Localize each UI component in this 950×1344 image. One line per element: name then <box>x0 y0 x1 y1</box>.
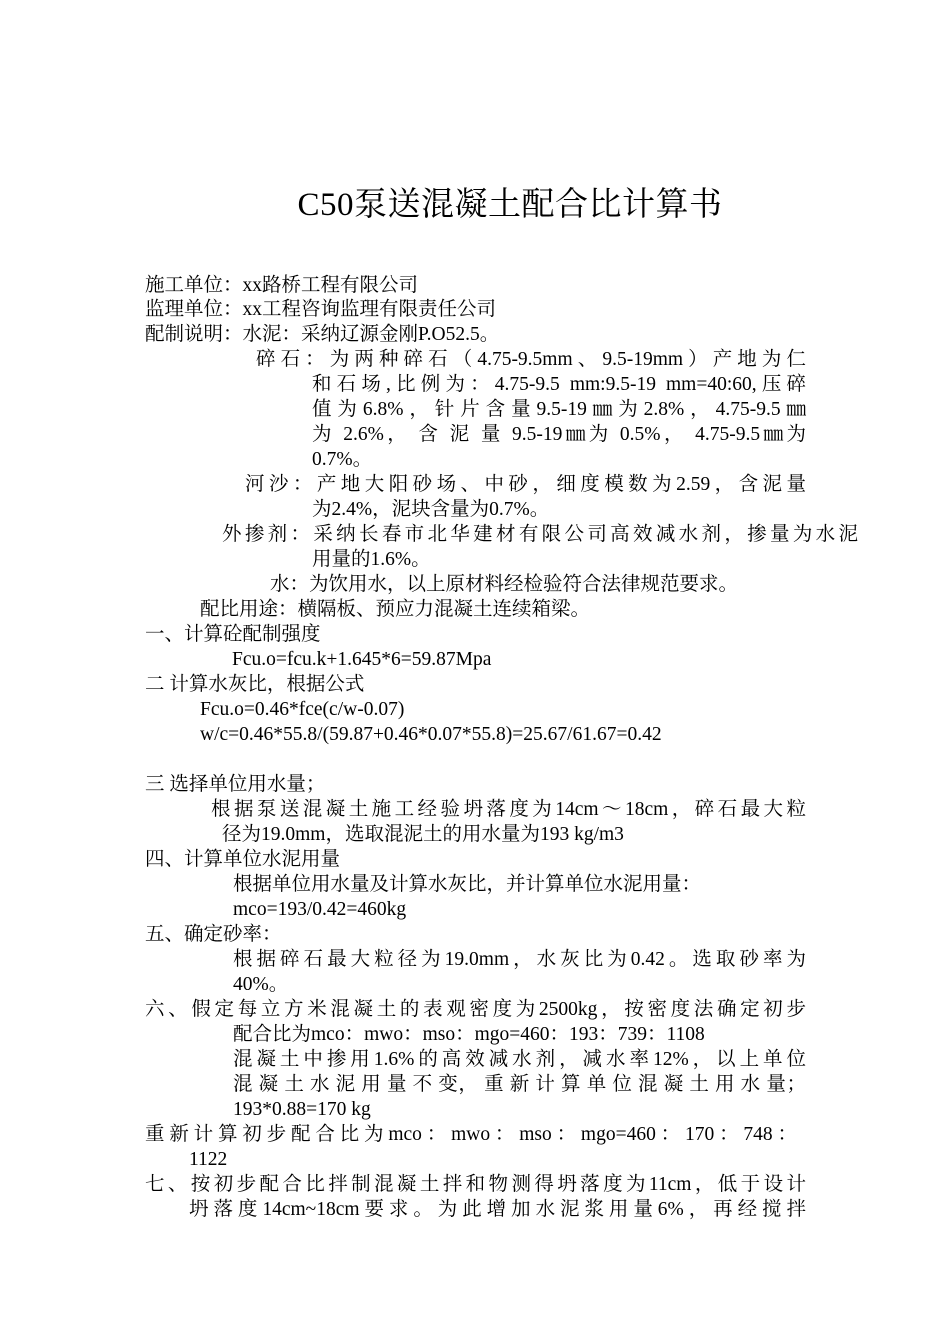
preparation-note-line: 配制说明：水泥：采纳辽源金刚P.O52.5。 <box>145 324 500 345</box>
construction-unit-line: 施工单位：xx路桥工程有限公司 <box>145 275 419 296</box>
gravel-line-2: 和石场,比例为：4.75-9.5 mm:9.5-19 mm=40:60,压碎 <box>312 374 806 395</box>
wc-formula: Fcu.o=0.46*fce(c/w-0.07) <box>200 699 405 720</box>
section-6-heading: 六、假定每立方米混凝土的表观密度为2500kg，按密度法确定初步 <box>145 999 806 1020</box>
section-5-heading: 五、确定砂率： <box>145 924 282 945</box>
admixture-reduction-line-2: 混 凝 土 水 泥 用 量 不 变， 重 新 计 算 单 位 混 凝 土 用 水 量； <box>233 1074 806 1095</box>
document-title: C50泵送混凝土配合比计算书 <box>297 187 723 223</box>
admixture-line-2: 用量的1.6%。 <box>312 549 431 570</box>
sand-ratio-line-1: 根据碎石最大粒径为19.0mm，水灰比为0.42。选取砂率为 <box>233 949 806 970</box>
supervision-unit-line: 监理单位：xx工程咨询监理有限责任公司 <box>145 299 497 320</box>
water-content-line-2: 径为19.0mm，选取混泥土的用水量为193 kg/m3 <box>222 824 624 845</box>
water-line: 水：为饮用水，以上原材料经检验符合法律规范要求。 <box>270 574 739 595</box>
sand-line-1: 河沙：产地大阳砂场、中砂，细度模数为2.59，含泥量 <box>245 474 806 495</box>
cement-content-line-1: 根据单位用水量及计算水灰比，并计算单位水泥用量： <box>233 874 702 895</box>
section-1-heading: 一、计算砼配制强度 <box>145 624 321 645</box>
section-7-line-2: 坍落度14cm~18cm要求。为此增加水泥浆用量6%，再经搅拌 <box>189 1199 806 1220</box>
gravel-line-1: 碎石：为两种碎石（4.75-9.5mm、9.5-19mm）产地为仁 <box>256 349 806 370</box>
gravel-line-4: 为 2.6%， 含 泥 量 9.5-19㎜为 0.5%， 4.75-9.5㎜为 <box>312 424 806 445</box>
recalc-ratio-line-2: 1122 <box>189 1149 228 1170</box>
admixture-line-1: 外掺剂：采纳长春市北华建材有限公司高效减水剂，掺量为水泥 <box>222 524 858 545</box>
recalc-ratio-line-1: 重新计算初步配合比为mco：mwo：mso：mgo=460：170：748： <box>145 1124 797 1145</box>
gravel-line-5: 0.7%。 <box>312 449 373 470</box>
initial-ratio-line: 配合比为mco：mwo：mso：mgo=460：193：739：1108 <box>233 1024 705 1045</box>
sand-ratio-line-2: 40%。 <box>233 974 289 995</box>
admixture-reduction-line-1: 混凝土中掺用1.6%的高效减水剂，减水率12%，以上单位 <box>233 1049 806 1070</box>
water-content-line-1: 根据泵送混凝土施工经验坍落度为14cm～18cm，碎石最大粒 <box>211 799 806 820</box>
sand-line-2: 为2.4%，泥块含量为0.7%。 <box>312 499 550 520</box>
mix-purpose-line: 配比用途：横隔板、预应力混凝土连续箱梁。 <box>200 599 591 620</box>
cement-content-line-2: mco=193/0.42=460kg <box>233 899 407 920</box>
strength-formula: Fcu.o=fcu.k+1.645*6=59.87Mpa <box>232 649 492 670</box>
section-4-heading: 四、计算单位水泥用量 <box>145 849 341 870</box>
section-7-line-1: 七、按初步配合比拌制混凝土拌和物测得坍落度为11cm，低于设计 <box>145 1174 806 1195</box>
section-3-heading: 三 选择单位用水量； <box>145 774 326 795</box>
section-2-heading: 二 计算水灰比，根据公式 <box>145 674 365 695</box>
gravel-line-3: 值为6.8%，针片含量9.5-19㎜为2.8%，4.75-9.5㎜ <box>312 399 806 420</box>
wc-calculation: w/c=0.46*55.8/(59.87+0.46*0.07*55.8)=25.67/61.67=0.42 <box>200 724 662 745</box>
water-recalc-line: 193*0.88=170 kg <box>233 1099 371 1120</box>
